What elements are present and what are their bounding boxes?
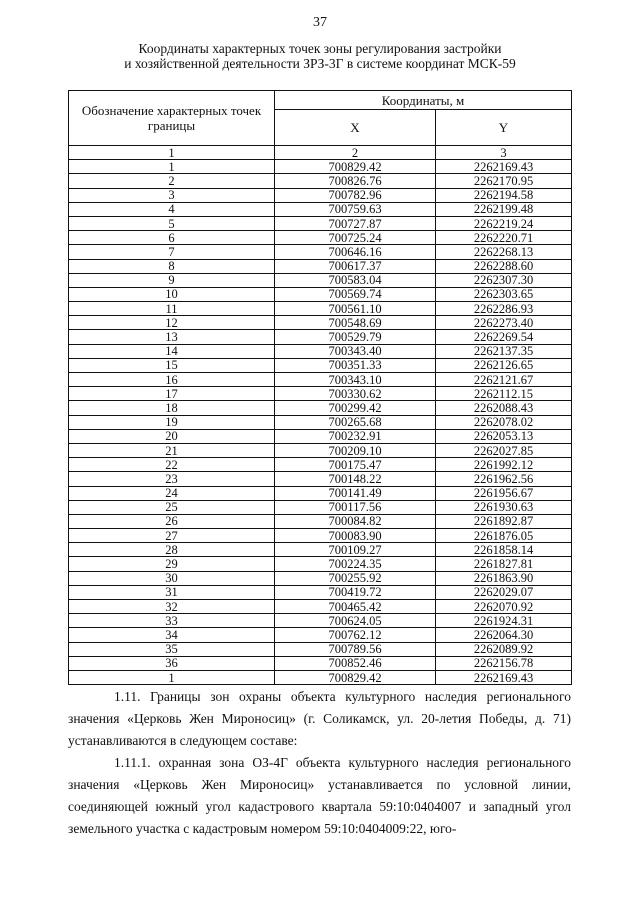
- x-cell: 700141.49: [275, 486, 436, 500]
- x-cell: 700829.42: [275, 670, 436, 684]
- paragraph-1-11-1: 1.11.1. охранная зона ОЗ-4Г объекта культурного наследия регионального значения «Церковь Жен Мироносиц» устанавливается по условной линии, соединяющей южный угол кадастрового квартала 59:10:0404007 и западный угол земельного участка с кадастровым номером 59:10:0404009:22, юго-: [68, 755, 571, 836]
- y-cell: 2262089.92: [436, 642, 572, 656]
- x-cell: 700624.05: [275, 614, 436, 628]
- paragraph-1-11: 1.11. Границы зон охраны объекта культурного наследия регионального значения «Церковь Жен Мироносиц» (г. Соликамск, ул. 20-летия Победы, д. 71) устанавливаются в следующем составе:: [68, 689, 571, 748]
- x-cell: 700569.74: [275, 287, 436, 301]
- y-cell: 2261930.63: [436, 500, 572, 514]
- table-row: [69, 202, 572, 216]
- point-cell: 3: [69, 188, 275, 202]
- point-cell: 12: [69, 316, 275, 330]
- header-y: Y: [436, 110, 572, 146]
- table-row: [69, 642, 572, 656]
- point-cell: 20: [69, 429, 275, 443]
- table-row: [69, 160, 572, 174]
- point-cell: 10: [69, 287, 275, 301]
- y-cell: 2262303.65: [436, 287, 572, 301]
- y-cell: 2261827.81: [436, 557, 572, 571]
- y-cell: 2261858.14: [436, 543, 572, 557]
- coordinates-table-body: [69, 146, 572, 685]
- point-cell: 21: [69, 443, 275, 457]
- x-cell: 700232.91: [275, 429, 436, 443]
- y-cell: 2262219.24: [436, 216, 572, 230]
- column-number: 1: [69, 146, 275, 160]
- x-cell: 700117.56: [275, 500, 436, 514]
- table-row: [69, 259, 572, 273]
- y-cell: 2262053.13: [436, 429, 572, 443]
- point-cell: 31: [69, 585, 275, 599]
- x-cell: 700762.12: [275, 628, 436, 642]
- y-cell: 2262170.95: [436, 174, 572, 188]
- y-cell: 2262286.93: [436, 302, 572, 316]
- table-row: [69, 373, 572, 387]
- y-cell: 2262027.85: [436, 443, 572, 457]
- y-cell: 2261876.05: [436, 529, 572, 543]
- table-row: [69, 231, 572, 245]
- x-cell: 700351.33: [275, 358, 436, 372]
- x-cell: 700583.04: [275, 273, 436, 287]
- point-cell: 15: [69, 358, 275, 372]
- column-number: 3: [436, 146, 572, 160]
- point-cell: 5: [69, 216, 275, 230]
- point-cell: 4: [69, 202, 275, 216]
- x-cell: 700265.68: [275, 415, 436, 429]
- x-cell: 700148.22: [275, 472, 436, 486]
- table-row: [69, 358, 572, 372]
- point-cell: 29: [69, 557, 275, 571]
- table-row: [69, 273, 572, 287]
- y-cell: 2262126.65: [436, 358, 572, 372]
- point-cell: 25: [69, 500, 275, 514]
- point-cell: 16: [69, 373, 275, 387]
- x-cell: 700330.62: [275, 387, 436, 401]
- point-cell: 18: [69, 401, 275, 415]
- column-number-row: [69, 146, 572, 160]
- y-cell: 2262156.78: [436, 656, 572, 670]
- point-cell: 36: [69, 656, 275, 670]
- table-row: [69, 656, 572, 670]
- x-cell: 700529.79: [275, 330, 436, 344]
- y-cell: 2262268.13: [436, 245, 572, 259]
- x-cell: 700617.37: [275, 259, 436, 273]
- point-cell: 27: [69, 529, 275, 543]
- x-cell: 700646.16: [275, 245, 436, 259]
- x-cell: 700852.46: [275, 656, 436, 670]
- table-row: [69, 514, 572, 528]
- coordinates-table: [68, 90, 572, 685]
- x-cell: 700465.42: [275, 600, 436, 614]
- x-cell: 700789.56: [275, 642, 436, 656]
- point-cell: 24: [69, 486, 275, 500]
- x-cell: 700109.27: [275, 543, 436, 557]
- y-cell: 2262169.43: [436, 670, 572, 684]
- point-cell: 17: [69, 387, 275, 401]
- table-row: [69, 472, 572, 486]
- point-cell: 22: [69, 458, 275, 472]
- table-row: [69, 486, 572, 500]
- point-cell: 14: [69, 344, 275, 358]
- table-row: [69, 174, 572, 188]
- table-row: [69, 245, 572, 259]
- header-coordinates: Координаты, м: [275, 91, 572, 110]
- table-row: [69, 543, 572, 557]
- point-cell: 9: [69, 273, 275, 287]
- x-cell: 700548.69: [275, 316, 436, 330]
- table-row: [69, 316, 572, 330]
- x-cell: 700209.10: [275, 443, 436, 457]
- table-row: [69, 330, 572, 344]
- y-cell: 2261962.56: [436, 472, 572, 486]
- y-cell: 2262288.60: [436, 259, 572, 273]
- x-cell: 700727.87: [275, 216, 436, 230]
- y-cell: 2261892.87: [436, 514, 572, 528]
- point-cell: 13: [69, 330, 275, 344]
- x-cell: 700343.10: [275, 373, 436, 387]
- y-cell: 2262220.71: [436, 231, 572, 245]
- y-cell: 2262088.43: [436, 401, 572, 415]
- x-cell: 700561.10: [275, 302, 436, 316]
- header-point-designation: Обозначение характерных точек границы: [69, 91, 275, 146]
- y-cell: 2262078.02: [436, 415, 572, 429]
- table-row: [69, 585, 572, 599]
- body-text: [68, 686, 571, 840]
- y-cell: 2262121.67: [436, 373, 572, 387]
- table-row: [69, 302, 572, 316]
- point-cell: 1: [69, 160, 275, 174]
- x-cell: 700759.63: [275, 202, 436, 216]
- y-cell: 2262112.15: [436, 387, 572, 401]
- point-cell: 1: [69, 670, 275, 684]
- table-row: [69, 670, 572, 684]
- point-cell: 26: [69, 514, 275, 528]
- x-cell: 700175.47: [275, 458, 436, 472]
- table-row: [69, 614, 572, 628]
- y-cell: 2262070.92: [436, 600, 572, 614]
- column-number: 2: [275, 146, 436, 160]
- point-cell: 28: [69, 543, 275, 557]
- y-cell: 2261956.67: [436, 486, 572, 500]
- table-row: [69, 387, 572, 401]
- y-cell: 2262199.48: [436, 202, 572, 216]
- point-cell: 23: [69, 472, 275, 486]
- point-cell: 6: [69, 231, 275, 245]
- title-line-2: и хозяйственной деятельности ЗРЗ-3Г в системе координат МСК-59: [124, 56, 516, 71]
- table-row: [69, 188, 572, 202]
- table-row: [69, 344, 572, 358]
- table-row: [69, 458, 572, 472]
- title-line-1: Координаты характерных точек зоны регулирования застройки: [138, 41, 502, 56]
- table-row: [69, 600, 572, 614]
- y-cell: 2261863.90: [436, 571, 572, 585]
- point-cell: 2: [69, 174, 275, 188]
- table-row: [69, 529, 572, 543]
- y-cell: 2261924.31: [436, 614, 572, 628]
- point-cell: 11: [69, 302, 275, 316]
- x-cell: 700255.92: [275, 571, 436, 585]
- y-cell: 2262307.30: [436, 273, 572, 287]
- point-cell: 30: [69, 571, 275, 585]
- table-row: [69, 443, 572, 457]
- table-row: [69, 571, 572, 585]
- x-cell: 700725.24: [275, 231, 436, 245]
- x-cell: 700419.72: [275, 585, 436, 599]
- y-cell: 2262137.35: [436, 344, 572, 358]
- point-cell: 19: [69, 415, 275, 429]
- y-cell: 2262064.30: [436, 628, 572, 642]
- page-number: 37: [313, 15, 327, 30]
- y-cell: 2262169.43: [436, 160, 572, 174]
- x-cell: 700343.40: [275, 344, 436, 358]
- y-cell: 2262273.40: [436, 316, 572, 330]
- table-row: [69, 415, 572, 429]
- y-cell: 2261992.12: [436, 458, 572, 472]
- point-cell: 33: [69, 614, 275, 628]
- table-row: [69, 216, 572, 230]
- x-cell: 700224.35: [275, 557, 436, 571]
- x-cell: 700084.82: [275, 514, 436, 528]
- table-row: [69, 628, 572, 642]
- x-cell: 700782.96: [275, 188, 436, 202]
- point-cell: 34: [69, 628, 275, 642]
- point-cell: 35: [69, 642, 275, 656]
- y-cell: 2262029.07: [436, 585, 572, 599]
- x-cell: 700083.90: [275, 529, 436, 543]
- y-cell: 2262194.58: [436, 188, 572, 202]
- table-row: [69, 557, 572, 571]
- x-cell: 700299.42: [275, 401, 436, 415]
- y-cell: 2262269.54: [436, 330, 572, 344]
- x-cell: 700826.76: [275, 174, 436, 188]
- table-row: [69, 429, 572, 443]
- table-row: [69, 287, 572, 301]
- table-row: [69, 401, 572, 415]
- x-cell: 700829.42: [275, 160, 436, 174]
- page-title: [60, 41, 580, 71]
- point-cell: 7: [69, 245, 275, 259]
- header-x: X: [275, 110, 436, 146]
- point-cell: 32: [69, 600, 275, 614]
- table-row: [69, 500, 572, 514]
- point-cell: 8: [69, 259, 275, 273]
